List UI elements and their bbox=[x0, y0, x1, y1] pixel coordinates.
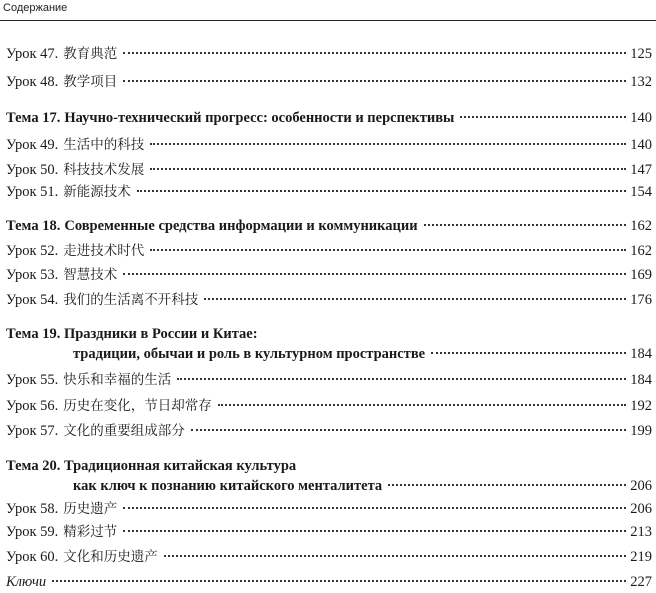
page-number: 140 bbox=[630, 110, 652, 126]
entry-title-first-line bbox=[6, 324, 652, 344]
entry-title: 文化的重要组成部分 bbox=[63, 423, 185, 439]
toc-entry-lesson-51[interactable] bbox=[6, 182, 652, 202]
entry-number: Урок 48. bbox=[6, 74, 59, 90]
page-number: 206 bbox=[630, 501, 652, 517]
page-number: 227 bbox=[630, 574, 652, 590]
dot-leader bbox=[204, 298, 626, 300]
page-number: 169 bbox=[630, 267, 652, 283]
dot-leader bbox=[164, 555, 626, 557]
page-number: 192 bbox=[630, 398, 652, 414]
entry-title: 快乐和幸福的生活 bbox=[63, 372, 172, 388]
dot-leader bbox=[191, 429, 626, 431]
dot-leader bbox=[388, 484, 626, 486]
dot-leader bbox=[123, 52, 626, 54]
toc-entry-lesson-49[interactable] bbox=[6, 135, 652, 155]
entry-title: 历史在变化，节日却常存 bbox=[63, 398, 212, 414]
entry-title: 智慧技术 bbox=[63, 267, 118, 283]
entry-number: Тема 18. bbox=[6, 218, 61, 234]
entry-title: 文化和历史遗产 bbox=[63, 549, 158, 565]
entry-title-first-line bbox=[6, 456, 652, 476]
toc-entry-lesson-47[interactable] bbox=[6, 44, 652, 64]
dot-leader bbox=[431, 352, 626, 354]
entry-title: Праздники в России и Китае: bbox=[63, 326, 258, 342]
dot-leader bbox=[137, 190, 626, 192]
dot-leader bbox=[123, 80, 626, 82]
toc-entry-lesson-53[interactable] bbox=[6, 265, 652, 285]
dot-leader bbox=[177, 378, 626, 380]
dot-leader bbox=[123, 273, 626, 275]
toc-entry-lesson-52[interactable] bbox=[6, 241, 652, 261]
toc-entry-lesson-55[interactable] bbox=[6, 370, 652, 390]
entry-number: Урок 51. bbox=[6, 184, 59, 200]
entry-title: 科技技术发展 bbox=[63, 162, 145, 178]
entry-number: Урок 60. bbox=[6, 549, 59, 565]
page-number: 162 bbox=[630, 218, 652, 234]
page-number: 162 bbox=[630, 243, 652, 259]
entry-number: Ключи bbox=[6, 574, 47, 590]
entry-number: Урок 58. bbox=[6, 501, 59, 517]
dot-leader bbox=[150, 168, 626, 170]
toc-entry-theme-17[interactable] bbox=[6, 108, 652, 128]
page-number: 213 bbox=[630, 524, 652, 540]
entry-title: 教学项目 bbox=[63, 74, 118, 90]
toc-entry-lesson-57[interactable] bbox=[6, 421, 652, 441]
entry-number: Урок 52. bbox=[6, 243, 59, 259]
toc-entry-lesson-54[interactable] bbox=[6, 290, 652, 310]
page-number: 147 bbox=[630, 162, 652, 178]
dot-leader bbox=[424, 224, 626, 226]
toc-entry-lesson-50[interactable] bbox=[6, 160, 652, 180]
page-number: 125 bbox=[630, 46, 652, 62]
entry-number: Урок 59. bbox=[6, 524, 59, 540]
entry-title: 历史遗产 bbox=[63, 501, 118, 517]
page-number: 176 bbox=[630, 292, 652, 308]
entry-title: 精彩过节 bbox=[63, 524, 118, 540]
entry-title-continuation: как ключ к познанию китайского менталитета bbox=[73, 478, 383, 494]
entry-number: Урок 57. bbox=[6, 423, 59, 439]
entry-number: Урок 47. bbox=[6, 46, 59, 62]
toc-entry-lesson-48[interactable] bbox=[6, 72, 652, 92]
toc-entry-lesson-56[interactable] bbox=[6, 396, 652, 416]
toc-entry-theme-20[interactable] bbox=[6, 456, 652, 496]
toc-entry-theme-19[interactable] bbox=[6, 324, 652, 364]
toc-entry-lesson-59[interactable] bbox=[6, 522, 652, 542]
entry-number: Урок 54. bbox=[6, 292, 59, 308]
entry-title: 生活中的科技 bbox=[63, 137, 145, 153]
entry-number: Урок 56. bbox=[6, 398, 59, 414]
toc-entry-answers[interactable] bbox=[6, 572, 652, 592]
page-number: 132 bbox=[630, 74, 652, 90]
entry-number: Тема 17. bbox=[6, 110, 61, 126]
page-number: 206 bbox=[630, 478, 652, 494]
entry-number: Тема 19. bbox=[6, 326, 61, 342]
entry-number: Тема 20. bbox=[6, 458, 61, 474]
entry-title: Научно-технический прогресс: особенности и перспективы bbox=[64, 110, 455, 126]
dot-leader bbox=[52, 580, 626, 582]
entry-number: Урок 55. bbox=[6, 372, 59, 388]
page-number: 184 bbox=[630, 372, 652, 388]
dot-leader bbox=[460, 116, 626, 118]
page-number: 140 bbox=[630, 137, 652, 153]
dot-leader bbox=[123, 530, 626, 532]
entry-title-continuation: традиции, обычаи и роль в культурном пространстве bbox=[73, 346, 426, 362]
page-number: 184 bbox=[630, 346, 652, 362]
entry-title: 我们的生活离不开科技 bbox=[63, 292, 199, 308]
page-number: 199 bbox=[630, 423, 652, 439]
entry-number: Урок 49. bbox=[6, 137, 59, 153]
dot-leader bbox=[123, 507, 626, 509]
toc-entry-theme-18[interactable] bbox=[6, 216, 652, 236]
entry-title: 教育典范 bbox=[63, 46, 118, 62]
running-header: Содержание bbox=[3, 2, 68, 14]
entry-title: Традиционная китайская культура bbox=[63, 458, 297, 474]
toc-entry-lesson-58[interactable] bbox=[6, 499, 652, 519]
dot-leader bbox=[150, 143, 626, 145]
page-number: 154 bbox=[630, 184, 652, 200]
entry-title: 新能源技术 bbox=[63, 184, 131, 200]
page-number: 219 bbox=[630, 549, 652, 565]
toc-entry-lesson-60[interactable] bbox=[6, 547, 652, 567]
entry-number: Урок 50. bbox=[6, 162, 59, 178]
dot-leader bbox=[218, 404, 626, 406]
entry-title: Современные средства информации и коммуникации bbox=[64, 218, 418, 234]
dot-leader bbox=[150, 249, 626, 251]
entry-number: Урок 53. bbox=[6, 267, 59, 283]
entry-title: 走进技术时代 bbox=[63, 243, 145, 259]
